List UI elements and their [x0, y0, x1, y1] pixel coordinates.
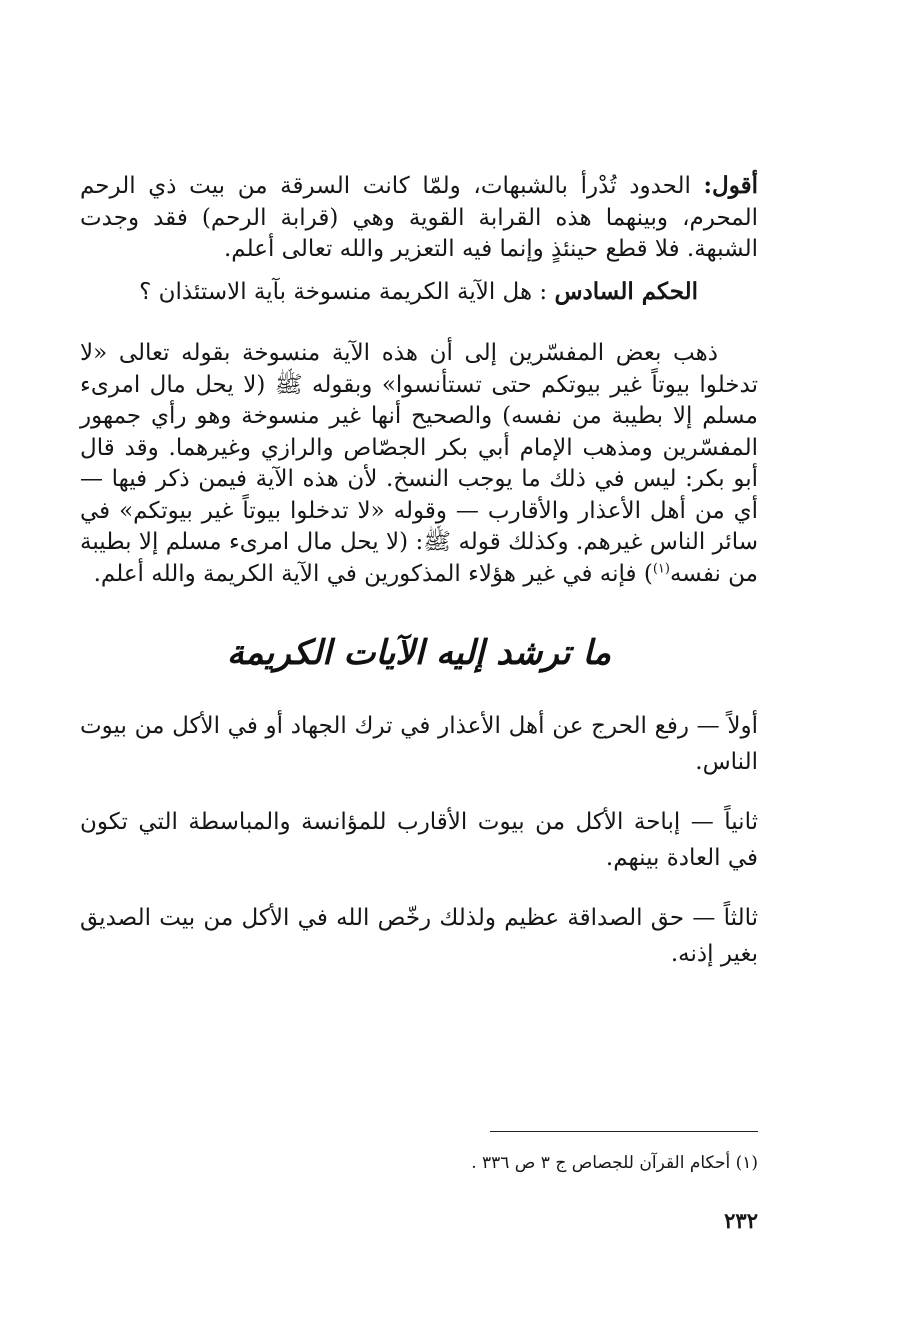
intro-text: الحدود تُدْرأ بالشبهات، ولمّا كانت السرقة من بيت ذي الرحم المحرم، وبينهما هذه القرابة القوية وهي (قرابة الرحم) فقد وجدت الشبهة. فلا قطع حينئذٍ وإنما فيه التعزير والله تعالى أعلم.: [80, 173, 758, 262]
footnote-marker[interactable]: (١): [652, 560, 670, 576]
page-number: ٢٣٢: [724, 1208, 758, 1233]
footnote: (١) أحكام القرآن للجصاص ج ٣ ص ٣٣٦ .: [471, 1153, 758, 1173]
section-heading: ما ترشد إليه الآيات الكريمة: [226, 633, 612, 673]
ruling-question: : هل الآية الكريمة منسوخة بآية الاستئذان ؟: [139, 278, 555, 305]
discussion-text: ذهب بعض المفسّرين إلى أن هذه الآية منسوخة بقوله تعالى «لا تدخلوا بيوتاً غير بيوتكم حتى تستأنسوا» وبقوله ﷺ (لا يحل مال امرىء مسلم إلا بطيبة من نفسه) والصحيح أنها غير منسوخة وهو رأي جمهور المفسّرين ومذهب الإمام أبي بكر الجصّاص والرازي وغيرهما. وقد قال أبو بكر: ليس في ذلك ما يوجب النسخ. لأن هذه الآية فيمن ذكر فيها — أي من أهل الأعذار والأقارب — وقوله «لا تدخلوا بيوتاً غير بيوتكم» في سائر الناس غيرهم. وكذلك قوله ﷺ: (لا يحل مال امرىء مسلم إلا بطيبة من نفسه: [80, 340, 758, 587]
intro-paragraph: [80, 170, 758, 266]
guidance-item-1: أولاً — رفع الحرج عن أهل الأعذار في ترك الجهاد أو في الأكل من بيوت الناس.: [80, 713, 758, 775]
section-heading-block: [80, 628, 758, 678]
guidance-item-2: ثانياً — إباحة الأكل من بيوت الأقارب للمؤانسة والمباسطة التي تكون في العادة بينهم.: [80, 809, 758, 871]
ruling-lead: الحكم السادس: [554, 277, 698, 305]
footnote-divider: [490, 1131, 758, 1132]
discussion-paragraph: [80, 338, 758, 590]
guidance-item-3: ثالثاً — حق الصداقة عظيم ولذلك رخّص الله في الأكل من بيت الصديق بغير إذنه.: [80, 905, 758, 967]
page-body: [80, 170, 758, 972]
intro-lead: أقول:: [703, 172, 758, 199]
ruling-heading: [80, 276, 758, 309]
discussion-text-end: ) فإنه في غير هؤلاء المذكورين في الآية الكريمة والله أعلم.: [93, 560, 653, 587]
